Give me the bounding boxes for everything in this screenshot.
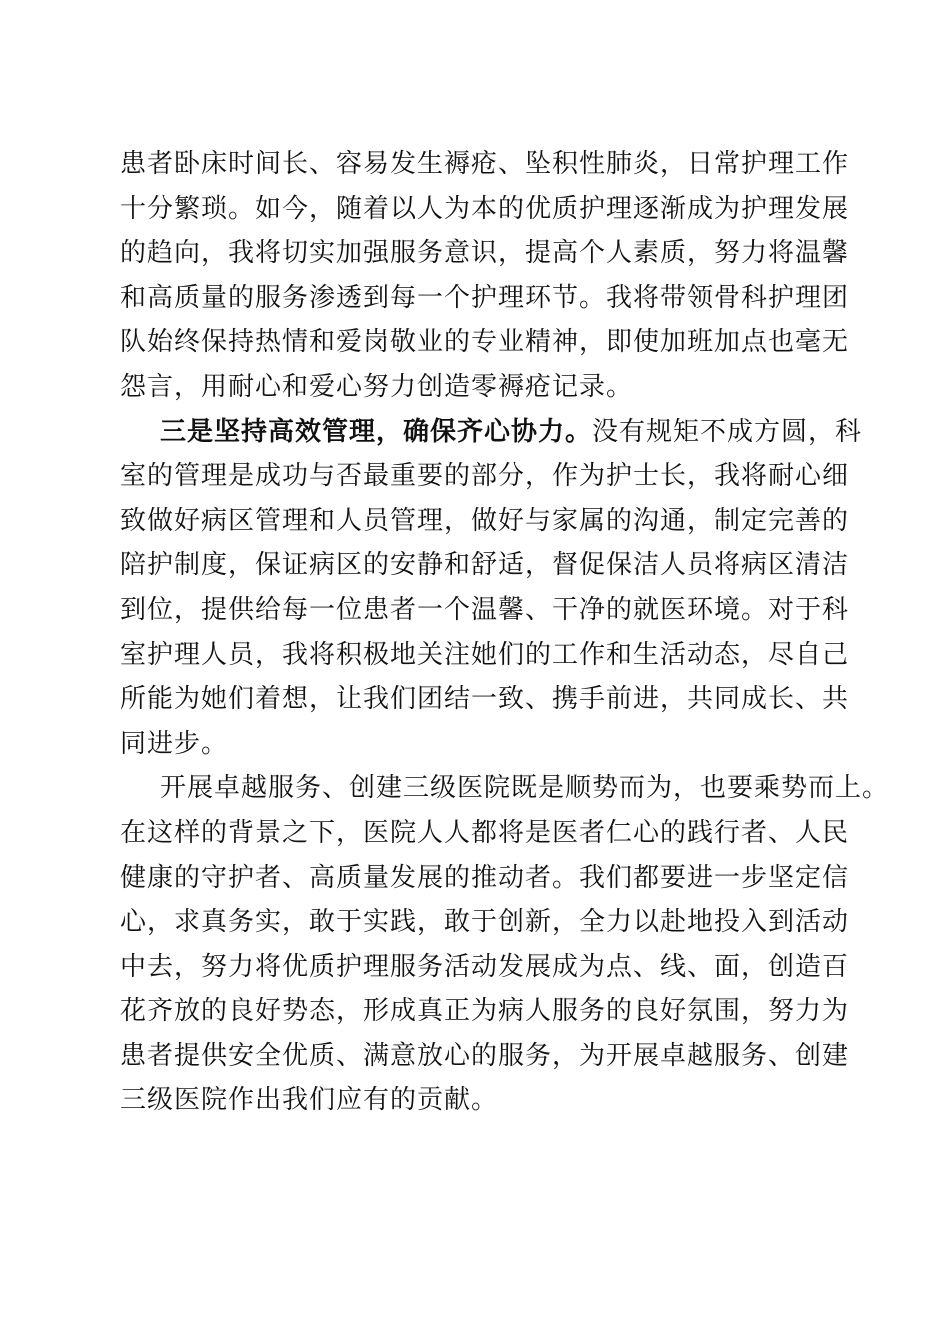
text-line: 队始终保持热情和爱岗敬业的专业精神，即使加班加点也毫无 bbox=[120, 327, 850, 358]
paragraph-conclusion bbox=[120, 766, 890, 1123]
text-line: 的趋向，我将切实加强服务意识，提高个人素质，努力将温馨 bbox=[120, 238, 850, 269]
text-line: 和高质量的服务渗透到每一个护理环节。我将带领骨科护理团 bbox=[120, 282, 850, 313]
paragraph-first-line bbox=[120, 410, 863, 455]
text-line: 十分繁琐。如今，随着以人为本的优质护理逐渐成为护理发展 bbox=[120, 193, 850, 224]
text-line: 花齐放的良好势态，形成真正为病人服务的良好氛围，努力为 bbox=[120, 996, 850, 1027]
text-line: 患者提供安全优质、满意放心的服务，为开展卓越服务、创建 bbox=[120, 1040, 850, 1071]
text-line: 室护理人员，我将积极地关注她们的工作和生活动态，尽自己 bbox=[120, 639, 850, 670]
text-line: 心，求真务实，敢于实践，敢于创新，全力以赴地投入到活动 bbox=[120, 907, 850, 938]
text-run: 没有规矩不成方圆，科 bbox=[592, 416, 863, 447]
paragraph-first-line: 开展卓越服务、创建三级医院既是顺势而为，也要乘势而上。 bbox=[160, 773, 890, 804]
section-heading: 三是坚持高效管理，确保齐心协力。 bbox=[160, 416, 593, 447]
paragraph-management bbox=[120, 410, 863, 767]
text-line: 怨言，用耐心和爱心努力创造零褥疮记录。 bbox=[120, 371, 634, 402]
text-line: 健康的守护者、高质量发展的推动者。我们都要进一步坚定信 bbox=[120, 862, 850, 893]
text-line: 致做好病区管理和人员管理，做好与家属的沟通，制定完善的 bbox=[120, 505, 850, 536]
text-line: 在这样的背景之下，医院人人都将是医者仁心的践行者、人民 bbox=[120, 817, 850, 848]
text-line: 同进步。 bbox=[120, 728, 229, 759]
text-line: 陪护制度，保证病区的安静和舒适，督促保洁人员将病区清洁 bbox=[120, 550, 850, 581]
text-line: 中去，努力将优质护理服务活动发展成为点、线、面，创造百 bbox=[120, 951, 850, 982]
text-line: 所能为她们着想，让我们团结一致、携手前进，共同成长、共 bbox=[120, 684, 850, 715]
text-line: 三级医院作出我们应有的贡献。 bbox=[120, 1085, 499, 1116]
paragraph-continuation bbox=[120, 142, 850, 410]
text-line: 患者卧床时间长、容易发生褥疮、坠积性肺炎，日常护理工作 bbox=[120, 149, 850, 179]
text-line: 室的管理是成功与否最重要的部分，作为护士长，我将耐心细 bbox=[120, 461, 850, 492]
text-line: 到位，提供给每一位患者一个温馨、干净的就医环境。对于科 bbox=[120, 594, 850, 625]
document-body bbox=[120, 142, 890, 1123]
